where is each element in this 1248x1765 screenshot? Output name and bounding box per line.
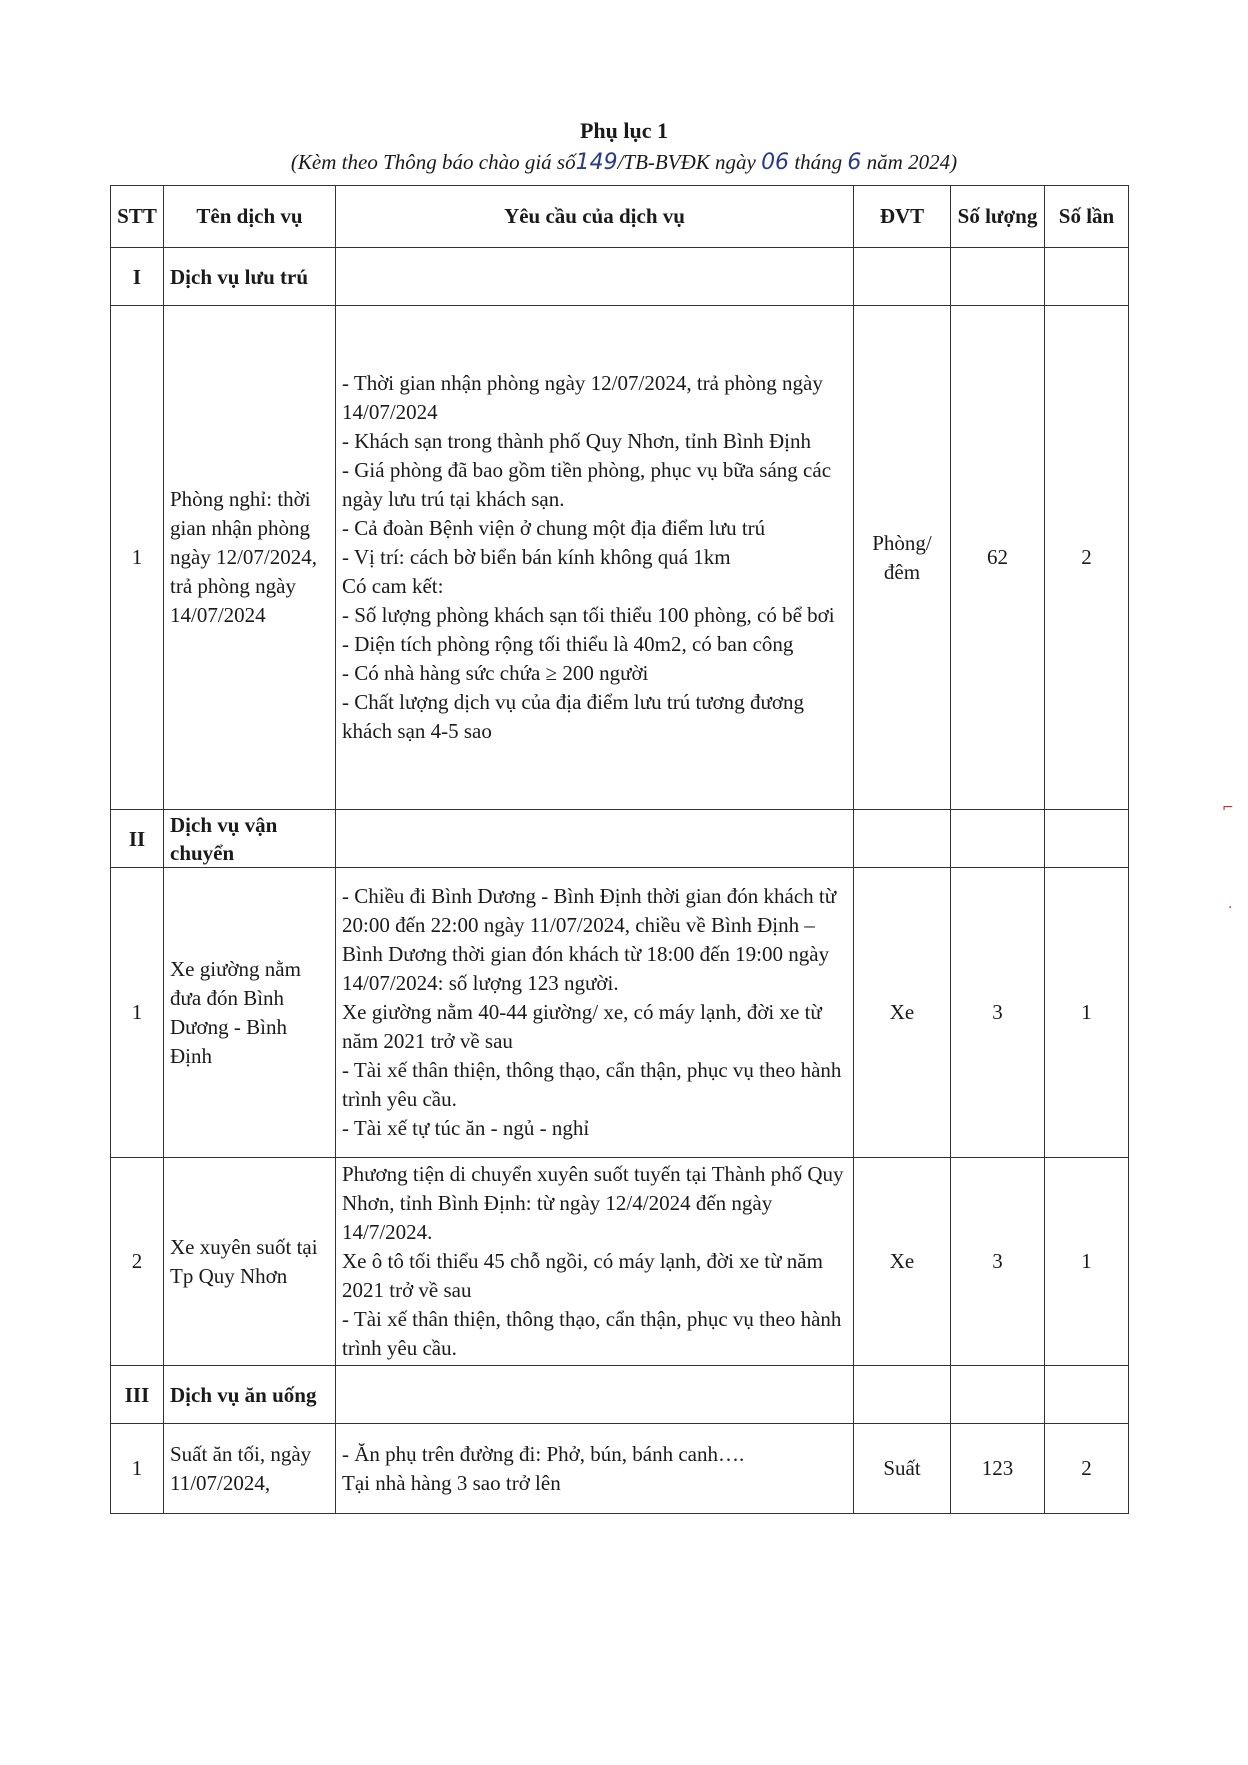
row-service-name: Phòng nghỉ: thời gian nhận phòng ngày 12/07/2024, trả phòng ngày 14/07/2024 — [164, 306, 336, 810]
col-header-quantity: Số lượng — [951, 186, 1045, 248]
table-row — [111, 1158, 1129, 1366]
row-times: 1 — [1045, 1158, 1129, 1366]
margin-stamp-mark: ⌐ — [1222, 800, 1234, 816]
service-table — [110, 185, 1129, 1514]
row-times: 2 — [1045, 306, 1129, 810]
requirement-line: Tại nhà hàng 3 sao trở lên — [342, 1470, 561, 1495]
requirement-line: - Tài xế thân thiện, thông thạo, cẩn thận, phục vụ theo hành trình yêu cầu. — [342, 1307, 842, 1360]
requirement-line: Xe ô tô tối thiểu 45 chỗ ngồi, có máy lạnh, đời xe từ năm 2021 trở về sau — [342, 1249, 823, 1302]
row-stt: 1 — [111, 868, 164, 1158]
row-times: 2 — [1045, 1424, 1129, 1514]
margin-stamp-mark: · — [1228, 900, 1233, 916]
requirement-line: - Tài xế thân thiện, thông thạo, cẩn thận, phục vụ theo hành trình yêu cầu. — [342, 1058, 842, 1111]
requirement-line: - Chiều đi Bình Dương - Bình Định thời gian đón khách từ 20:00 đến 22:00 ngày 11/07/2024, chiều về Bình Định – Bình Dương thời gian đón khách từ 18:00 đến 19:00 ngày 14/07/2024: số lượng 123 người. — [342, 884, 837, 995]
table-row — [111, 868, 1129, 1158]
requirement-line: - Số lượng phòng khách sạn tối thiểu 100 phòng, có bể bơi — [342, 603, 835, 627]
requirement-line: - Khách sạn trong thành phố Quy Nhơn, tỉnh Bình Định — [342, 429, 811, 453]
requirement-line: Xe giường nằm 40-44 giường/ xe, có máy lạnh, đời xe từ năm 2021 trở về sau — [342, 1000, 822, 1053]
table-row — [111, 306, 1129, 810]
subtitle-mid2: tháng — [794, 150, 843, 174]
row-times: 1 — [1045, 868, 1129, 1158]
table-row — [111, 1424, 1129, 1514]
row-unit: Xe — [854, 1158, 951, 1366]
row-unit: Phòng/ đêm — [854, 306, 951, 810]
subtitle-suffix: năm 2024) — [866, 150, 958, 174]
row-stt: 1 — [111, 306, 164, 810]
section-roman: I — [111, 248, 164, 306]
row-unit: Xe — [854, 868, 951, 1158]
page-title: Phụ lục 1 — [579, 118, 669, 143]
section-row — [111, 248, 1129, 306]
requirement-line: - Cả đoàn Bệnh viện ở chung một địa điểm lưu trú — [342, 516, 766, 540]
subtitle-mid1: /TB-BVĐK ngày — [617, 150, 756, 174]
row-service-name: Xe xuyên suốt tại Tp Quy Nhơn — [164, 1158, 336, 1366]
requirement-line: - Giá phòng đã bao gồm tiền phòng, phục vụ bữa sáng các ngày lưu trú tại khách sạn. — [342, 458, 832, 511]
row-requirements — [336, 868, 854, 1158]
section-row — [111, 810, 1129, 868]
row-requirements — [336, 1158, 854, 1366]
section-roman: II — [111, 810, 164, 868]
section-row — [111, 1366, 1129, 1424]
section-name: Dịch vụ lưu trú — [164, 248, 336, 306]
requirement-line: - Thời gian nhận phòng ngày 12/07/2024, trả phòng ngày 14/07/2024 — [342, 371, 823, 424]
row-quantity: 62 — [951, 306, 1045, 810]
row-stt: 2 — [111, 1158, 164, 1366]
col-header-requirements: Yêu cầu của dịch vụ — [336, 186, 854, 248]
handwritten-month: 6 — [847, 150, 862, 175]
row-quantity: 123 — [951, 1424, 1045, 1514]
row-quantity: 3 — [951, 868, 1045, 1158]
requirement-line: Phương tiện di chuyển xuyên suốt tuyến tại Thành phố Quy Nhơn, tỉnh Bình Định: từ ngày 12/4/2024 đến ngày 14/7/2024. — [342, 1162, 844, 1244]
header-row — [111, 186, 1129, 248]
requirement-line: - Diện tích phòng rộng tối thiểu là 40m2, có ban công — [342, 632, 794, 656]
requirement-line: Có cam kết: — [342, 574, 444, 598]
section-name: Dịch vụ vận chuyển — [164, 810, 336, 868]
page-subtitle — [0, 150, 1248, 175]
handwritten-number: 149 — [575, 150, 618, 175]
row-unit: Suất — [854, 1424, 951, 1514]
requirement-line: - Vị trí: cách bờ biển bán kính không quá 1km — [342, 545, 731, 569]
handwritten-day: 06 — [761, 150, 790, 175]
row-requirements — [336, 306, 854, 810]
col-header-times: Số lần — [1045, 186, 1129, 248]
row-requirements — [336, 1424, 854, 1514]
col-header-service-name: Tên dịch vụ — [164, 186, 336, 248]
col-header-stt: STT — [111, 186, 164, 248]
row-service-name: Xe giường nằm đưa đón Bình Dương - Bình Định — [164, 868, 336, 1158]
section-roman: III — [111, 1366, 164, 1424]
requirement-line: - Tài xế tự túc ăn - ngủ - nghỉ — [342, 1116, 590, 1140]
col-header-unit: ĐVT — [854, 186, 951, 248]
row-quantity: 3 — [951, 1158, 1045, 1366]
section-name: Dịch vụ ăn uống — [164, 1366, 336, 1424]
requirement-line: - Chất lượng dịch vụ của địa điểm lưu trú tương đương khách sạn 4-5 sao — [342, 690, 805, 743]
row-stt: 1 — [111, 1424, 164, 1514]
requirement-line: - Có nhà hàng sức chứa ≥ 200 người — [342, 661, 649, 685]
subtitle-prefix: (Kèm theo Thông báo chào giá số — [290, 150, 576, 174]
requirement-line: - Ăn phụ trên đường đi: Phở, bún, bánh canh…. — [342, 1441, 745, 1466]
row-service-name: Suất ăn tối, ngày 11/07/2024, — [164, 1424, 336, 1514]
